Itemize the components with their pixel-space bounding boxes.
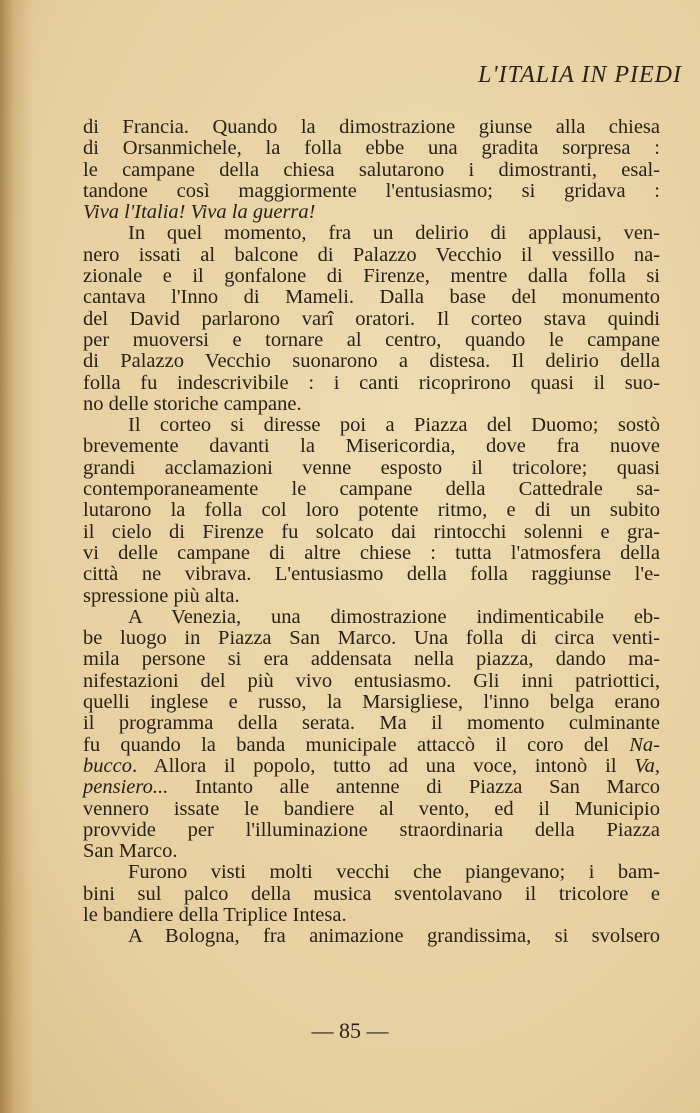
line-text: tandone così maggiormente l'entusiasmo; si gridava : (83, 179, 660, 202)
line-text: bini sul palco della musica sventolavano il tricolore e (83, 882, 660, 905)
text-line (83, 479, 660, 500)
text-line (83, 223, 660, 244)
text-line (83, 735, 660, 756)
text-line (83, 756, 660, 777)
text-line (83, 202, 660, 223)
text-line (83, 586, 660, 607)
line-text: spressione più alta. (83, 584, 240, 607)
text-line (83, 373, 660, 394)
line-text: provvide per l'illuminazione straordinaria della Piazza (83, 818, 660, 841)
line-text: di Palazzo Vecchio suonarono a distesa. Il delirio della (83, 350, 660, 373)
line-text: per muoversi e tornare al centro, quando le campane (83, 328, 660, 351)
text-line (83, 522, 660, 543)
text-line (83, 266, 660, 287)
line-text: Il corteo si diresse poi a Piazza del Duomo; sostò (128, 414, 660, 437)
text-line (83, 671, 660, 692)
line-text: Furono visti molti vecchi che piangevano; i bam- (128, 861, 660, 884)
text-line (83, 841, 660, 862)
text-line (83, 926, 660, 947)
line-text: A Bologna, fra animazione grandissima, si svolsero (128, 925, 660, 948)
text-line (83, 564, 660, 585)
line-text: lutarono la folla col loro potente ritmo, e di un subito (83, 499, 660, 522)
line-text: contemporaneamente le campane della Cattedrale sa- (83, 478, 660, 501)
text-line (83, 351, 660, 372)
text-line (83, 394, 660, 415)
text-line (83, 138, 660, 159)
line-text: il programma della serata. Ma il momento culminante (83, 712, 660, 735)
line-text: di Orsanmichele, la folla ebbe una gradita sorpresa : (83, 137, 660, 160)
italic-text: bucco (83, 754, 132, 777)
line-text: nero issati al balcone di Palazzo Vecchio il vessillo na- (83, 243, 660, 266)
text-line (83, 245, 660, 266)
line-text: zionale e il gonfalone di Firenze, mentre dalla folla si (83, 265, 660, 288)
line-text: vi delle campane di altre chiese : tutta l'atmosfera della (83, 541, 660, 564)
text-line (83, 415, 660, 436)
line-text: del David parlarono varî oratori. Il corteo stava quindi (83, 307, 660, 330)
line-text-after: Intanto alle antenne di Piazza San Marco (168, 776, 660, 799)
line-text-after: . Allora il popolo, tutto ad una voce, intonò il (131, 754, 635, 777)
line-text: le bandiere della Triplice Intesa. (83, 903, 347, 926)
line-text: In quel momento, fra un delirio di applausi, ven- (128, 222, 660, 245)
line-text: grandi acclamazioni venne esposto il tricolore; quasi (83, 456, 660, 479)
line-text: città ne vibrava. L'entusiasmo della folla raggiunse l'e- (83, 563, 660, 586)
line-text: nifestazioni del più vivo entusiasmo. Gli inni patriottici, (83, 669, 660, 692)
text-line (83, 692, 660, 713)
line-text: no delle storiche campane. (83, 392, 302, 415)
text-line (83, 330, 660, 351)
text-line (83, 309, 660, 330)
text-line (83, 543, 660, 564)
page-number: — 85 — (311, 1018, 389, 1043)
text-line (83, 160, 660, 181)
text-line (83, 905, 660, 926)
line-text: brevemente davanti la Misericordia, dove fra nuove (83, 435, 660, 458)
text-line (83, 820, 660, 841)
italic-text: Va, (634, 754, 660, 777)
text-line (83, 649, 660, 670)
line-text: be luogo in Piazza San Marco. Una folla di circa venti- (83, 627, 660, 650)
body-text (83, 117, 660, 948)
line-text: il cielo di Firenze fu solcato dai rintocchi solenni e gra- (83, 520, 660, 543)
text-line (83, 862, 660, 883)
italic-text: pensiero... (83, 776, 169, 799)
line-text: mila persone si era addensata nella piazza, dando ma- (83, 648, 660, 671)
text-line (83, 607, 660, 628)
text-line (83, 436, 660, 457)
italic-text: Na- (629, 733, 660, 756)
text-line (83, 777, 660, 798)
line-text: folla fu indescrivibile : i canti ricoprirono quasi il suo- (83, 371, 660, 394)
text-line (83, 500, 660, 521)
text-line (83, 458, 660, 479)
line-text: le campane della chiesa salutarono i dimostranti, esal- (83, 158, 660, 181)
text-line (83, 287, 660, 308)
line-text: cantava l'Inno di Mameli. Dalla base del monumento (83, 286, 660, 309)
line-text: fu quando la banda municipale attaccò il coro del (83, 733, 630, 756)
italic-text: Viva l'Italia! Viva la guerra! (83, 201, 316, 224)
line-text: vennero issate le bandiere al vento, ed il Municipio (83, 797, 660, 820)
text-line (83, 799, 660, 820)
line-text: quelli inglese e russo, la Marsigliese, l'inno belga erano (83, 691, 660, 714)
text-line (83, 117, 660, 138)
line-text: San Marco. (83, 840, 178, 863)
text-line (83, 713, 660, 734)
line-text: A Venezia, una dimostrazione indimenticabile eb- (128, 605, 660, 628)
line-text: di Francia. Quando la dimostrazione giunse alla chiesa (83, 116, 660, 138)
text-line (83, 628, 660, 649)
running-head: L'ITALIA IN PIEDI (478, 62, 682, 88)
text-line (83, 884, 660, 905)
text-line (83, 181, 660, 202)
